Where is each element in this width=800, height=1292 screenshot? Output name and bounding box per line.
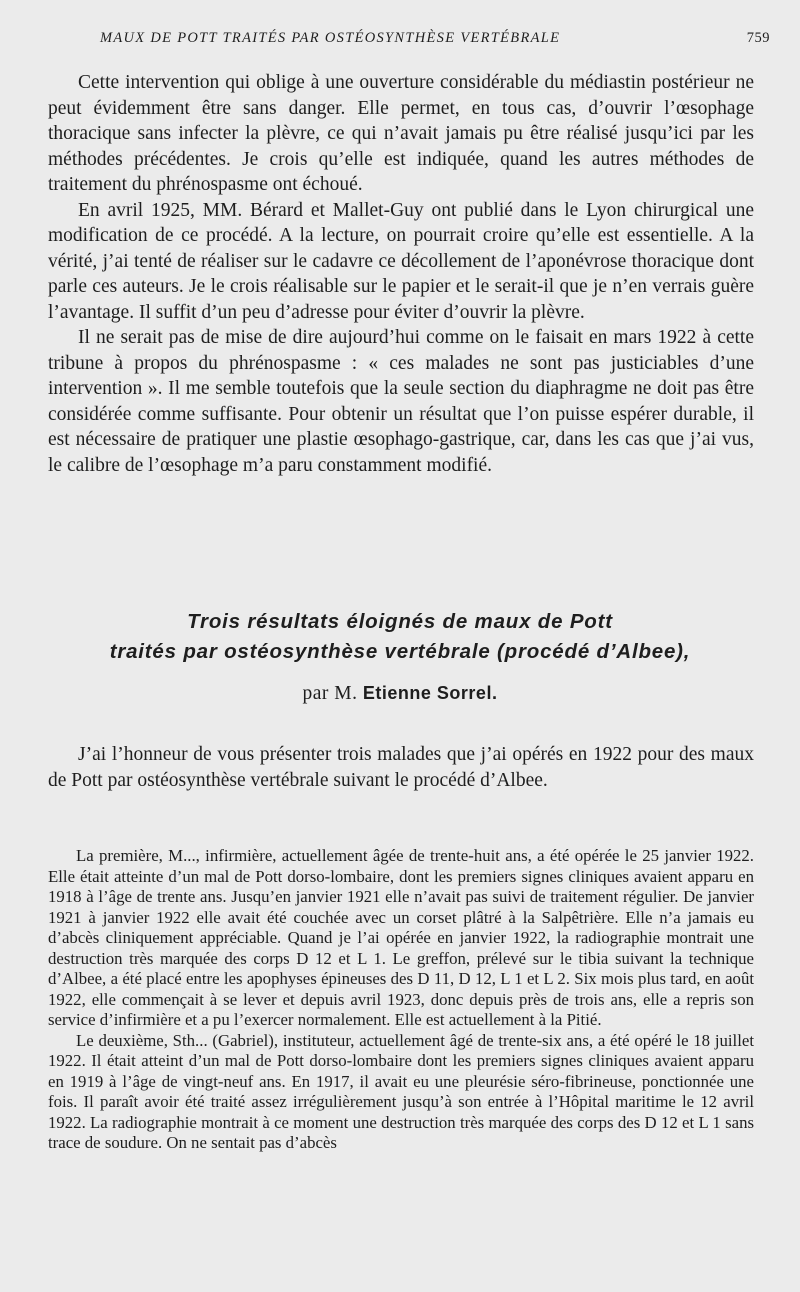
paragraph: En avril 1925, MM. Bérard et Mallet-Guy ont publié dans le Lyon chirurgical une modification de ce procédé. A la lecture, on pourrait croire qu’elle est essentielle. A la vérité, j’ai tenté de réaliser sur le cadavre ce décollement de l’aponévrose thoracique dont parle ces auteurs. Je le crois réalisable sur le papier et le serait-il que je n’en verrais guère l’avantage. Il suffit d’un peu d’adresse pour éviter d’ouvrir la plèvre. [48, 199, 754, 323]
author-line [0, 683, 800, 705]
case-paragraph: La première, M..., infirmière, actuellement âgée de trente-huit ans, a été opérée le 25 janvier 1922. Elle était atteinte d’un mal de Pott dorso-lombaire, dont les premiers signes cliniques avaient apparu en 1918 à l’âge de trente ans. Jusqu’en janvier 1921 elle n’avait pas suivi de traitement régulier. De janvier 1921 à janvier 1922 elle avait été couchée avec un corset plâtré à la Salpêtrière. Elle n’a jamais eu d’abcès cliniquement appréciable. Quand je l’ai opérée en janvier 1922, la radiographie montrait une destruction très marquée des corps D 12 et L 1. Le greffon, prélevé sur le tibia suivant la technique d’Albee, a été placé entre les apophyses épineuses des D 11, D 12, L 1 et L 2. Six mois plus tard, en août 1922, elle commençait à se lever et depuis avril 1923, donc depuis près de trois ans, elle a repris son service d’infirmière et a pu l’exercer normalement. Elle est actuellement à la Pitié. [48, 846, 754, 1029]
case-paragraph: Le deuxième, Sth... (Gabriel), instituteur, actuellement âgé de trente-six ans, a été opéré le 18 juillet 1922. Il était atteint d’un mal de Pott dorso-lombaire dont les premiers signes cliniques avaient apparu en 1919 à l’âge de vingt-neuf ans. En 1917, il avait eu une pleurésie séro-fibrineuse, ponctionnée une fois. Il paraît avoir été traité assez irrégulièrement jusqu’à son entrée à l’Hôpital maritime le 12 avril 1922. La radiographie montrait à ce moment une destruction très marquée des corps des D 12 et L 1 sans trace de soudure. On ne sentait pas d’abcès [48, 1030, 754, 1152]
article-intro [48, 742, 754, 793]
running-title: MAUX DE POTT TRAITÉS PAR OSTÉOSYNTHÈSE VERTÉBRALE [100, 30, 561, 46]
paragraph: J’ai l’honneur de vous présenter trois malades que j’ai opérés en 1922 pour des maux de Pott par ostéosynthèse vertébrale suivant le procédé d’Albee. [48, 744, 754, 791]
running-header [100, 30, 770, 47]
article-title [40, 607, 760, 667]
page-number: 759 [746, 30, 770, 46]
author-name: Etienne Sorrel. [362, 683, 498, 703]
paragraph: Il ne serait pas de mise de dire aujourd’hui comme on le faisait en mars 1922 à cette tribune à propos du phrénospasme : « ces malades ne sont pas justiciables d’une intervention ». Il me semble toutefois que la seule section du diaphragme ne doit pas être considérée comme suffisante. Pour obtenir un résultat que l’on puisse espérer durable, il est nécessaire de pratiquer une plastie œsophago-gastrique, car, dans les cas que j’ai vus, le calibre de l’œsophage m’a paru constamment modifié. [48, 327, 754, 476]
paragraph: Cette intervention qui oblige à une ouverture considérable du médiastin postérieur ne peut évidemment être sans danger. Elle permet, en tous cas, d’ouvrir l’œsophage thoracique sans infecter la plèvre, ce qui n’avait jamais pu être réalisé jusqu’ici par les méthodes précédentes. Je crois qu’elle est indiquée, quand les autres méthodes de traitement du phrénospasme ont échoué. [48, 72, 754, 195]
author-prefix: par M. [302, 683, 358, 704]
title-line: Trois résultats éloignés de maux de Pott [187, 610, 613, 633]
case-reports [48, 846, 754, 1154]
title-line: traités par ostéosynthèse vertébrale (procédé d’Albee), [109, 640, 691, 663]
preceding-article-text [48, 70, 754, 478]
